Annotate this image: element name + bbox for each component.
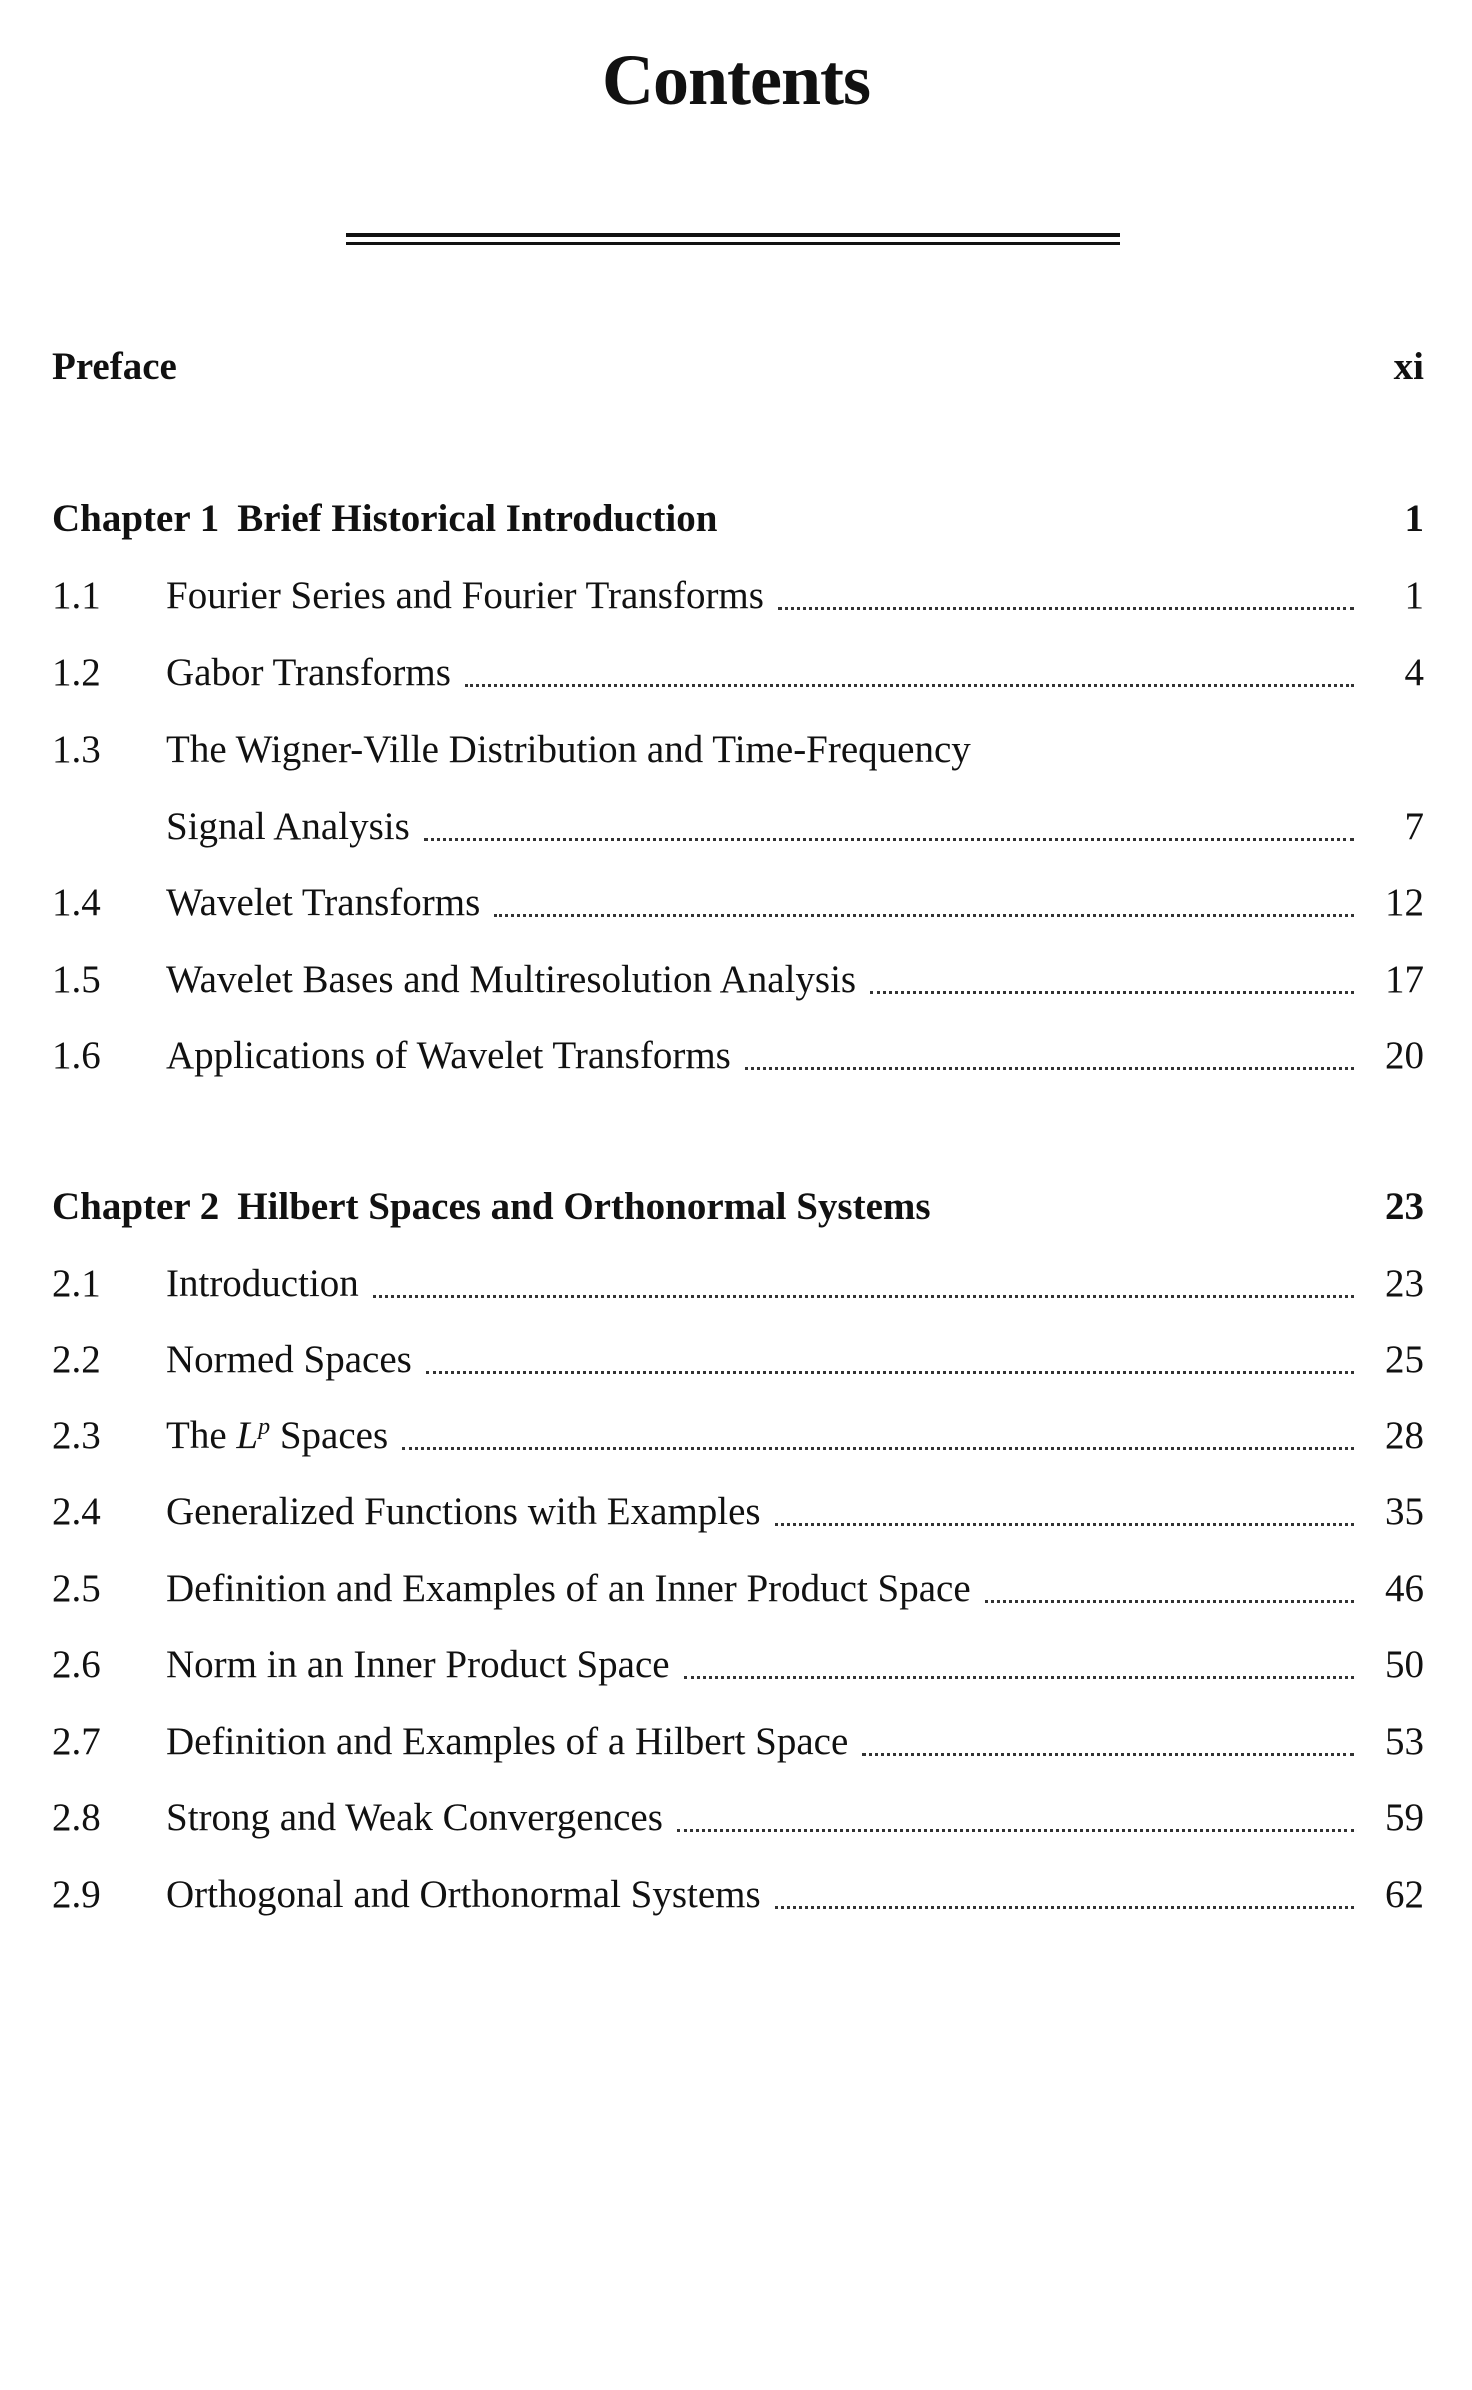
dot-leader: [862, 1753, 1354, 1756]
section-number: 2.2: [52, 1337, 101, 1381]
toc-entry-2-8[interactable]: [52, 1787, 1424, 1847]
section-title-pre: The: [166, 1413, 227, 1457]
section-page: 1: [1404, 573, 1424, 617]
section-title: Normed Spaces: [166, 1337, 412, 1381]
toc-entry-1-2[interactable]: [52, 642, 1424, 702]
toc-entry-chapter-1[interactable]: [52, 488, 1424, 548]
lp-symbol: L: [236, 1413, 259, 1457]
section-title: Generalized Functions with Examples: [166, 1489, 761, 1533]
toc-entry-2-7[interactable]: [52, 1711, 1424, 1771]
section-number: 1.1: [52, 573, 101, 617]
section-title: Orthogonal and Orthonormal Systems: [166, 1872, 761, 1916]
section-title-continued: Signal Analysis: [166, 804, 410, 848]
section-page: 4: [1404, 650, 1424, 694]
toc-entry-2-2[interactable]: [52, 1329, 1424, 1389]
section-page: 59: [1385, 1795, 1424, 1839]
dot-leader: [775, 1523, 1354, 1526]
section-page: 12: [1385, 880, 1424, 924]
dot-leader: [870, 991, 1354, 994]
section-title: Applications of Wavelet Transforms: [166, 1033, 731, 1077]
dot-leader: [494, 914, 1354, 917]
section-number: 2.5: [52, 1566, 101, 1610]
dot-leader: [426, 1371, 1354, 1374]
section-title: The Wigner-Ville Distribution and Time-Frequency: [166, 727, 971, 771]
section-title: Gabor Transforms: [166, 650, 451, 694]
section-page: 53: [1385, 1719, 1424, 1763]
chapter-1-page: 1: [1404, 496, 1424, 540]
section-title: [166, 1413, 388, 1458]
section-page: 7: [1404, 804, 1424, 848]
section-page: 28: [1385, 1413, 1424, 1457]
toc-entry-2-4[interactable]: [52, 1481, 1424, 1541]
title-rule-bottom: [346, 242, 1120, 245]
chapter-2-title: Hilbert Spaces and Orthonormal Systems: [237, 1184, 931, 1228]
toc-entry-2-6[interactable]: [52, 1634, 1424, 1694]
dot-leader: [373, 1295, 1354, 1298]
section-number: 2.6: [52, 1642, 101, 1686]
section-number: 2.3: [52, 1413, 101, 1457]
dot-leader: [402, 1447, 1354, 1450]
section-page: 25: [1385, 1337, 1424, 1381]
chapter-1-label: Chapter 1: [52, 496, 220, 540]
section-number: 1.5: [52, 957, 101, 1001]
toc-entry-2-5[interactable]: [52, 1558, 1424, 1618]
toc-entry-2-3[interactable]: [52, 1405, 1424, 1465]
toc-entry-2-1[interactable]: [52, 1253, 1424, 1313]
title-rule-top: [346, 233, 1120, 237]
dot-leader: [775, 1906, 1354, 1909]
section-page: 50: [1385, 1642, 1424, 1686]
dot-leader: [677, 1829, 1354, 1832]
section-number: 2.9: [52, 1872, 101, 1916]
lp-superscript: p: [258, 1413, 271, 1440]
dot-leader: [465, 684, 1354, 687]
preface-page: xi: [1393, 344, 1424, 388]
section-title: Wavelet Transforms: [166, 880, 481, 924]
section-title: Fourier Series and Fourier Transforms: [166, 573, 764, 617]
chapter-2-label: Chapter 2: [52, 1184, 220, 1228]
section-page: 23: [1385, 1261, 1424, 1305]
section-number: 2.8: [52, 1795, 101, 1839]
dot-leader: [684, 1676, 1354, 1679]
section-page: 46: [1385, 1566, 1424, 1610]
section-number: 2.7: [52, 1719, 101, 1763]
toc-entry-1-4[interactable]: [52, 872, 1424, 932]
dot-leader: [424, 838, 1354, 841]
dot-leader: [778, 607, 1354, 610]
section-page: 62: [1385, 1872, 1424, 1916]
toc-entry-1-5[interactable]: [52, 949, 1424, 1009]
section-number: 2.4: [52, 1489, 101, 1533]
page-title: Contents: [601, 40, 870, 120]
dot-leader: [745, 1067, 1354, 1070]
chapter-1-title: Brief Historical Introduction: [237, 496, 718, 540]
toc-entry-chapter-2[interactable]: [52, 1176, 1424, 1236]
section-number: 1.3: [52, 727, 101, 771]
section-page: 17: [1385, 957, 1424, 1001]
toc-entry-1-1[interactable]: [52, 565, 1424, 625]
section-title: Introduction: [166, 1261, 359, 1305]
preface-label: Preface: [52, 344, 177, 388]
toc-entry-2-9[interactable]: [52, 1864, 1424, 1924]
section-number: 1.2: [52, 650, 101, 694]
chapter-2-page: 23: [1385, 1184, 1424, 1228]
section-number: 1.4: [52, 880, 101, 924]
section-number: 2.1: [52, 1261, 101, 1305]
toc-entry-1-3-continued[interactable]: [166, 796, 1424, 856]
section-title: Definition and Examples of an Inner Product Space: [166, 1566, 971, 1610]
section-title: Norm in an Inner Product Space: [166, 1642, 670, 1686]
section-title: Wavelet Bases and Multiresolution Analysis: [166, 957, 857, 1001]
section-number: 1.6: [52, 1033, 101, 1077]
section-title-post: Spaces: [279, 1413, 389, 1457]
section-title: Definition and Examples of a Hilbert Space: [166, 1719, 849, 1763]
section-title: Strong and Weak Convergences: [166, 1795, 663, 1839]
toc-entry-1-3[interactable]: [52, 719, 1424, 779]
dot-leader: [985, 1600, 1354, 1603]
section-page: 20: [1385, 1033, 1424, 1077]
toc-entry-1-6[interactable]: [52, 1025, 1424, 1085]
toc-entry-preface[interactable]: [52, 336, 1424, 396]
section-page: 35: [1385, 1489, 1424, 1533]
